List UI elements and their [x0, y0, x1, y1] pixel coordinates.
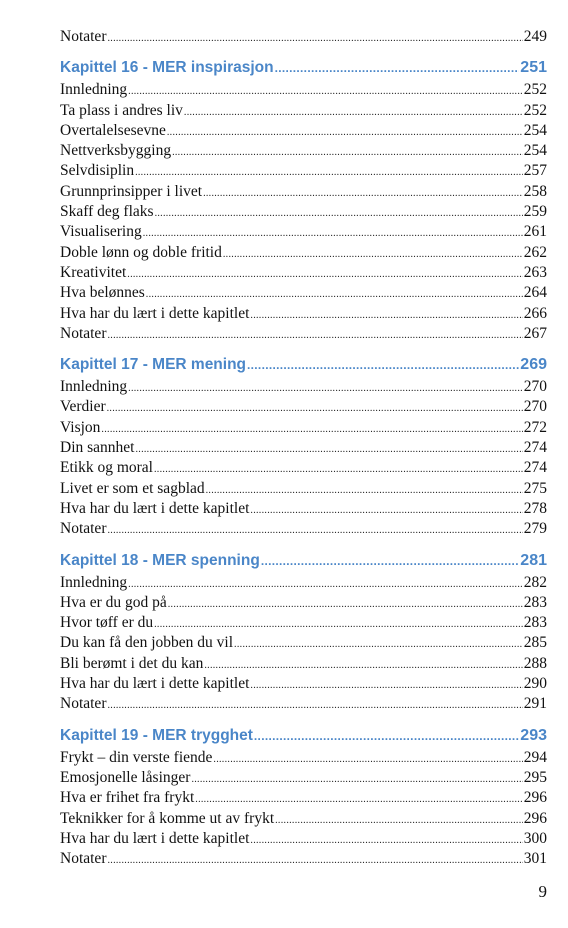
dot-leader: [168, 595, 523, 615]
toc-entry[interactable]: [60, 654, 547, 674]
toc-entry[interactable]: [60, 593, 547, 613]
dot-leader: [172, 143, 523, 163]
toc-entry[interactable]: [60, 377, 547, 397]
dot-leader: [275, 56, 520, 80]
toc-entry-title: Hva belønnes: [60, 284, 145, 302]
dot-leader: [213, 750, 522, 770]
dot-leader: [250, 676, 522, 696]
toc-entry-page: 301: [523, 850, 547, 868]
toc-entry[interactable]: [60, 674, 547, 694]
toc-entry-page: 251: [520, 59, 547, 77]
toc-chapter-heading[interactable]: [60, 56, 547, 80]
toc-entry-page: 296: [523, 809, 547, 827]
toc-entry[interactable]: [60, 121, 547, 141]
toc-entry-title: Bli berømt i det du kan: [60, 654, 204, 672]
toc-entry[interactable]: [60, 182, 547, 202]
dot-leader: [107, 521, 522, 541]
toc-entry[interactable]: [60, 101, 547, 121]
toc-entry-page: 259: [523, 203, 547, 221]
toc-entry[interactable]: [60, 458, 547, 478]
dot-leader: [128, 82, 523, 102]
toc-entry-page: 252: [523, 81, 547, 99]
toc-entry-title: Teknikker for å komme ut av frykt: [60, 809, 275, 827]
toc-entry[interactable]: [60, 613, 547, 633]
toc-entry[interactable]: [60, 788, 547, 808]
dot-leader: [254, 724, 519, 748]
dot-leader: [128, 575, 523, 595]
toc-entry[interactable]: [60, 418, 547, 438]
toc-entry-title: Emosjonelle låsinger: [60, 768, 191, 786]
toc-entry-page: 261: [523, 223, 547, 241]
dot-leader: [167, 123, 523, 143]
toc-entry-title: Hva har du lært i dette kapitlet: [60, 499, 250, 517]
dot-leader: [107, 29, 522, 49]
toc-entry-title: Innledning: [60, 378, 128, 396]
toc-entry-title: Nettverksbygging: [60, 142, 172, 160]
toc-chapter-heading[interactable]: [60, 549, 547, 573]
dot-leader: [127, 265, 522, 285]
toc-entry-title: Skaff deg flaks: [60, 203, 154, 221]
toc-entry[interactable]: [60, 748, 547, 768]
dot-leader: [195, 790, 522, 810]
toc-entry-page: 263: [523, 263, 547, 281]
toc-entry-title: Notater: [60, 520, 107, 538]
toc-entry[interactable]: [60, 849, 547, 869]
toc-entry-page: 274: [523, 439, 547, 457]
toc-entry-page: 272: [523, 418, 547, 436]
toc-entry-page: 285: [523, 634, 547, 652]
toc-entry-title: Kreativitet: [60, 263, 127, 281]
dot-leader: [154, 460, 523, 480]
toc-entry[interactable]: [60, 141, 547, 161]
toc-entry[interactable]: [60, 161, 547, 181]
toc-entry[interactable]: [60, 479, 547, 499]
toc-entry-title: Selvdisiplin: [60, 162, 135, 180]
toc-entry-page: 296: [523, 789, 547, 807]
toc-entry[interactable]: [60, 324, 547, 344]
dot-leader: [155, 204, 523, 224]
toc-entry-page: 270: [523, 378, 547, 396]
dot-leader: [135, 163, 523, 183]
dot-leader: [250, 306, 522, 326]
toc-entry[interactable]: [60, 499, 547, 519]
toc-entry-page: 254: [523, 121, 547, 139]
toc-entry-title: Kapittel 17 - MER mening: [60, 356, 247, 374]
toc-entry-page: 258: [523, 182, 547, 200]
toc-entry-title: Doble lønn og doble fritid: [60, 243, 222, 261]
toc-entry[interactable]: [60, 283, 547, 303]
toc-entry-page: 283: [523, 614, 547, 632]
page-number: 9: [538, 882, 547, 901]
toc-entry-page: 300: [523, 829, 547, 847]
dot-leader: [204, 656, 522, 676]
dot-leader: [128, 379, 523, 399]
toc-entry[interactable]: [60, 222, 547, 242]
toc-entry-page: 294: [523, 748, 547, 766]
toc-entry-title: Frykt – din verste fiende: [60, 748, 213, 766]
toc-entry[interactable]: [60, 263, 547, 283]
toc-entry-title: Innledning: [60, 573, 128, 591]
toc-entry[interactable]: [60, 304, 547, 324]
toc-entry[interactable]: [60, 438, 547, 458]
dot-leader: [247, 353, 519, 377]
toc-entry[interactable]: [60, 80, 547, 100]
toc-entry-title: Grunnprinsipper i livet: [60, 182, 203, 200]
toc-entry-page: 274: [523, 459, 547, 477]
toc-entry-title: Hva er du god på: [60, 593, 167, 611]
toc-entry-page: 278: [523, 499, 547, 517]
dot-leader: [154, 615, 523, 635]
toc-entry-page: 262: [523, 243, 547, 261]
toc-entry[interactable]: [60, 809, 547, 829]
toc-entry-title: Hva har du lært i dette kapitlet: [60, 304, 250, 322]
toc-entry-page: 270: [523, 398, 547, 416]
toc-entry[interactable]: [60, 694, 547, 714]
toc-entry[interactable]: [60, 573, 547, 593]
toc-chapter-heading[interactable]: [60, 724, 547, 748]
toc-entry-title: Notater: [60, 28, 107, 45]
toc-entry-page: 293: [520, 726, 547, 744]
dot-leader: [101, 420, 522, 440]
toc-entry-page: 264: [523, 284, 547, 302]
toc-entry-page: 257: [523, 162, 547, 180]
toc-chapter-heading[interactable]: [60, 353, 547, 377]
toc-entry-page: 281: [520, 551, 547, 569]
toc-entry-page: 275: [523, 479, 547, 497]
dot-leader: [107, 326, 522, 346]
dot-leader: [143, 224, 523, 244]
table-of-contents: [60, 27, 547, 869]
dot-leader: [135, 440, 522, 460]
toc-entry-title: Hva er frihet fra frykt: [60, 789, 195, 807]
toc-entry-title: Etikk og moral: [60, 459, 153, 477]
toc-entry-title: Hvor tøff er du: [60, 614, 154, 632]
toc-entry-page: 254: [523, 142, 547, 160]
toc-entry-page: 290: [523, 675, 547, 693]
toc-entry-title: Hva har du lært i dette kapitlet: [60, 829, 250, 847]
toc-entry-title: Livet er som et sagblad: [60, 479, 205, 497]
toc-entry-page: 291: [523, 695, 547, 713]
toc-entry[interactable]: [60, 27, 547, 47]
toc-entry-page: 269: [520, 356, 547, 374]
toc-entry-title: Visualisering: [60, 223, 142, 241]
toc-entry-title: Notater: [60, 695, 107, 713]
dot-leader: [146, 285, 523, 305]
dot-leader: [206, 481, 523, 501]
dot-leader: [107, 696, 522, 716]
dot-leader: [184, 103, 523, 123]
dot-leader: [191, 770, 522, 790]
toc-entry-title: Visjon: [60, 418, 101, 436]
toc-entry-title: Ta plass i andres liv: [60, 101, 183, 119]
toc-entry-page: 295: [523, 768, 547, 786]
dot-leader: [234, 635, 523, 655]
dot-leader: [203, 184, 523, 204]
toc-entry[interactable]: [60, 202, 547, 222]
toc-entry-title: Kapittel 16 - MER inspirasjon: [60, 59, 274, 77]
toc-entry-title: Din sannhet: [60, 439, 135, 457]
toc-entry-title: Hva har du lært i dette kapitlet: [60, 675, 250, 693]
dot-leader: [223, 245, 523, 265]
dot-leader: [107, 399, 523, 419]
toc-entry-page: 252: [523, 101, 547, 119]
toc-entry-page: 283: [523, 593, 547, 611]
toc-entry-title: Overtalelsesevne: [60, 121, 166, 139]
toc-entry-title: Kapittel 19 - MER trygghet: [60, 726, 253, 744]
toc-entry-page: 282: [523, 573, 547, 591]
toc-entry-title: Notater: [60, 850, 107, 868]
toc-entry[interactable]: [60, 243, 547, 263]
toc-entry[interactable]: [60, 633, 547, 653]
toc-entry-page: 249: [523, 28, 547, 45]
dot-leader: [261, 549, 519, 573]
toc-entry-page: 279: [523, 520, 547, 538]
toc-entry-page: 288: [523, 654, 547, 672]
toc-entry-title: Verdier: [60, 398, 106, 416]
dot-leader: [275, 811, 523, 831]
toc-entry-page: 266: [523, 304, 547, 322]
toc-entry[interactable]: [60, 519, 547, 539]
toc-entry[interactable]: [60, 829, 547, 849]
toc-entry-title: Kapittel 18 - MER spenning: [60, 551, 260, 569]
toc-entry[interactable]: [60, 397, 547, 417]
toc-entry-title: Notater: [60, 324, 107, 342]
dot-leader: [107, 851, 522, 871]
dot-leader: [250, 831, 522, 851]
dot-leader: [250, 501, 522, 521]
toc-entry-title: Innledning: [60, 81, 128, 99]
toc-entry-title: Du kan få den jobben du vil: [60, 634, 234, 652]
toc-entry-page: 267: [523, 324, 547, 342]
toc-entry[interactable]: [60, 768, 547, 788]
